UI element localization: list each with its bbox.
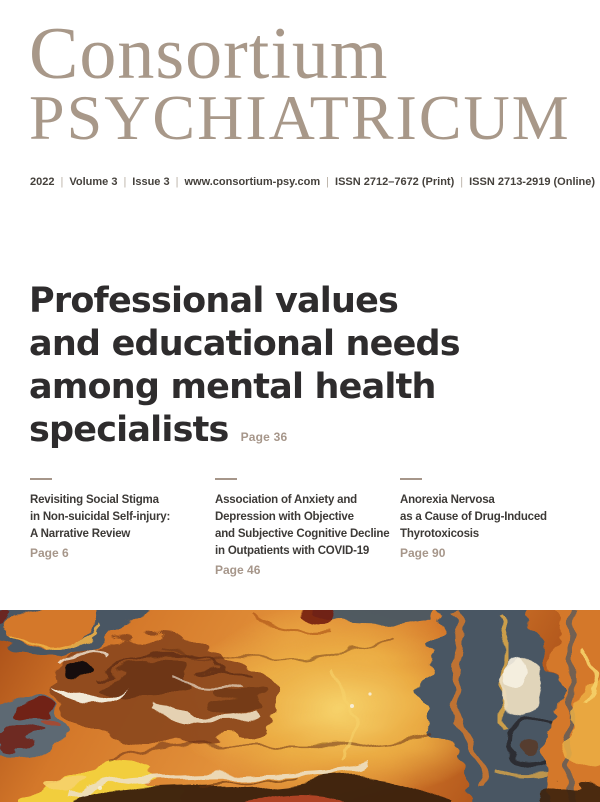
feature-title-line: among mental health <box>29 367 436 407</box>
issue-info-bar <box>30 176 596 188</box>
teaser-title-line: Revisiting Social Stigma <box>30 494 159 506</box>
feature-article <box>29 280 460 459</box>
teaser-title-line: Anorexia Nervosa <box>400 494 495 506</box>
teaser-title-line: Association of Anxiety and <box>215 494 357 506</box>
teaser-page-ref: Page 90 <box>400 546 446 560</box>
teaser-page-ref: Page 46 <box>215 563 261 577</box>
teaser-title-line: Thyrotoxicosis <box>400 528 479 540</box>
masthead <box>29 13 571 153</box>
journal-title-line2: PSYCHIATRICUM <box>29 82 571 153</box>
cover-artwork <box>0 610 600 802</box>
info-item: ISSN 2712–7672 (Print) <box>335 176 455 188</box>
info-item: www.consortium-psy.com <box>184 176 321 188</box>
separator: | <box>326 176 330 188</box>
teaser-divider <box>30 478 52 480</box>
feature-page-ref: Page 36 <box>240 430 288 444</box>
teaser-divider <box>215 478 237 480</box>
teaser-title-line: as a Cause of Drug-Induced <box>400 511 547 523</box>
teaser-title-line: A Narrative Review <box>30 528 131 540</box>
journal-title-line1: Consortium <box>29 13 389 95</box>
article-teaser-3 <box>400 478 584 560</box>
teaser-title-line: and Subjective Cognitive Decline <box>215 528 390 540</box>
teaser-page-ref: Page 6 <box>30 546 69 560</box>
article-teaser-2 <box>215 478 399 577</box>
teaser-title-line: in Outpatients with COVID-19 <box>215 545 370 557</box>
article-teaser-1 <box>30 478 214 560</box>
teaser-divider <box>400 478 422 480</box>
cover-art-svg <box>0 610 600 802</box>
info-item: 2022 <box>30 176 55 188</box>
feature-title-line: specialists <box>29 410 229 450</box>
info-item: Issue 3 <box>132 176 170 188</box>
separator: | <box>175 176 179 188</box>
teaser-title-line: Depression with Objective <box>215 511 354 523</box>
separator: | <box>460 176 464 188</box>
teaser-title-line: in Non-suicidal Self-injury: <box>30 511 171 523</box>
info-item: ISSN 2713-2919 (Online) <box>469 176 596 188</box>
info-item: Volume 3 <box>69 176 118 188</box>
separator: | <box>123 176 127 188</box>
feature-title-line: Professional values <box>29 281 399 321</box>
feature-title-line: and educational needs <box>29 324 460 364</box>
separator: | <box>60 176 64 188</box>
